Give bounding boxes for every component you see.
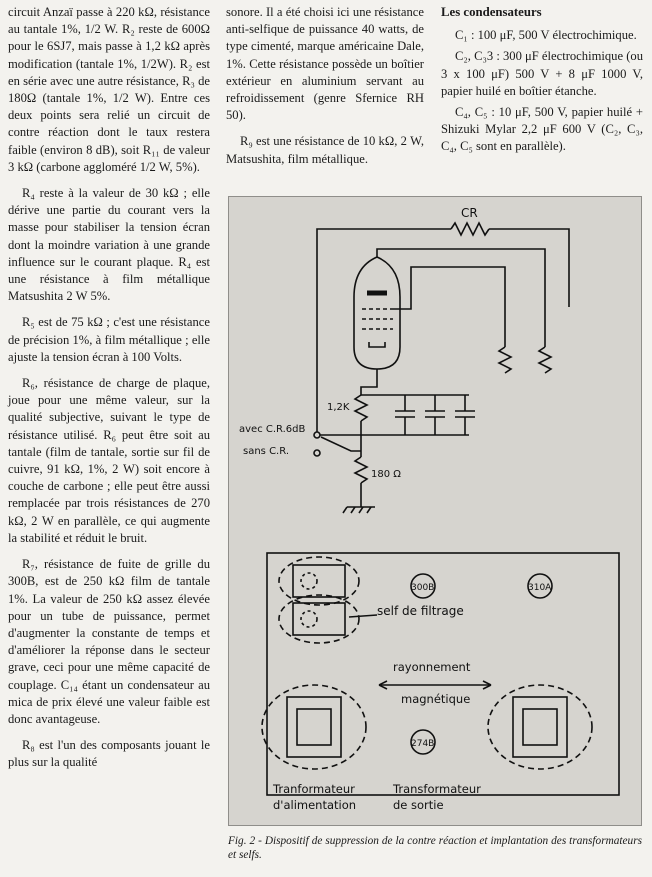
self-2-core bbox=[301, 611, 317, 627]
figure-caption: Fig. 2 - Dispositif de suppression de la contre réaction et implantation des transformateurs et selfs. bbox=[228, 835, 642, 861]
ground-hatch-3 bbox=[359, 507, 363, 513]
alim-label-1: Tranformateur bbox=[273, 782, 355, 796]
resistor-1-2k bbox=[355, 395, 367, 421]
cr-label: CR bbox=[461, 206, 478, 220]
r-lower-label: 180 Ω bbox=[371, 469, 401, 480]
paragraph-r1-r3: circuit Anzaï passe à 220 kΩ, résistance au tantale 1%, 1/2 W. R₂ reste de 600Ω pour le 6SJ7, mais passe à 1,2 kΩ après modification (tantale 1%, 1/2W). R₂ est en série avec une autre résistance, R₃ de 180Ω (tantale 1%, 1/2 W). Entre ces deux points sera relié un circuit de contre réaction dont le taux restera faible (environ 8 dB), soit R₁₁ de valeur 3 kΩ (carbone aggloméré 1/2 W, 5%). bbox=[8, 5, 210, 174]
avec-cr-label: avec C.R.6dB bbox=[239, 424, 306, 435]
text-column-3 bbox=[441, 4, 643, 160]
paragraph-c2-c3: C₂, C₃3 : 300 μF électrochimique (ou 3 x 100 μF) 500 V + 8 μF 1000 V, papier huilé en boîtier étanche. bbox=[441, 49, 643, 98]
power-transformer-core bbox=[297, 709, 331, 745]
self-label: self de filtrage bbox=[377, 604, 464, 618]
cathode-wire bbox=[361, 369, 377, 395]
r-upper-label: 1,2K bbox=[327, 402, 350, 413]
figure-2 bbox=[228, 196, 642, 826]
paragraph-r8: R₈ est l'un des composants jouant le plus sur la qualité bbox=[8, 738, 210, 770]
alim-label-2: d'alimentation bbox=[273, 798, 357, 812]
chassis-outline bbox=[267, 553, 619, 795]
sans-cr-label: sans C.R. bbox=[243, 446, 289, 457]
output-transformer-core bbox=[523, 709, 557, 745]
screen-wire bbox=[393, 267, 505, 347]
tube-310a-label: 310A bbox=[528, 583, 552, 593]
self-1-core bbox=[301, 573, 317, 589]
tube-cathode bbox=[369, 342, 385, 347]
figure-drawing bbox=[229, 197, 643, 827]
ground-hatch-4 bbox=[367, 507, 371, 513]
resistor-right-1 bbox=[499, 347, 511, 373]
paragraph-r7: R₇, résistance de fuite de grille du 300B, est de 250 kΩ film de tantale 1%. La valeur de 250 kΩ assez élevée pour un tube de puissance, permet d'augmenter la constante de temps et d'améliorer la réponse dans le secteur grave, ceci pour une même capacité de couplage. C₁₄ étant un condensateur au mica de prix élevé une valeur faible est donc avantageuse. bbox=[8, 557, 210, 726]
resistor-180 bbox=[355, 457, 367, 483]
tube-300b-label: 300B bbox=[411, 583, 435, 593]
tube-envelope bbox=[354, 257, 400, 369]
paragraph-r4: R₄ reste à la valeur de 30 kΩ ; elle dérive une partie du courant vers la masse pour stabiliser la tension écran dont la moindre variation à une grande influence sur le courant plaque. R₄ est une résistance à film métallique Matsushita 2 W 5%. bbox=[8, 186, 210, 304]
paragraph-c1: C₁ : 100 μF, 500 V électrochimique. bbox=[455, 28, 637, 43]
power-transformer bbox=[287, 697, 341, 757]
schematic bbox=[314, 223, 569, 513]
rayonnement-label-1: rayonnement bbox=[393, 660, 471, 674]
self-label-leader-1 bbox=[349, 615, 377, 617]
ground-hatch-1 bbox=[343, 507, 347, 513]
paragraph-r9: R₉ est une résistance de 10 kΩ, 2 W, Matsushita, film métallique. bbox=[226, 134, 424, 166]
sortie-label-1: Transformateur bbox=[393, 782, 481, 796]
output-transformer bbox=[513, 697, 567, 757]
paragraph-r5: R₅ est de 75 kΩ ; c'est une résistance de précision 1%, à film métallique ; elle ajuste la tension écran à 100 Volts. bbox=[8, 315, 210, 364]
switch-terminal-sans bbox=[314, 450, 320, 456]
text-column-2 bbox=[226, 4, 424, 177]
text-column-1 bbox=[8, 4, 210, 781]
switch-arm bbox=[321, 437, 361, 451]
chassis-layout bbox=[262, 553, 619, 795]
rayonnement-label-2: magnétique bbox=[401, 692, 471, 706]
switch-terminal-avec bbox=[314, 432, 320, 438]
ground-hatch-2 bbox=[351, 507, 355, 513]
cr-resistor bbox=[451, 223, 489, 235]
feedback-wire-right bbox=[489, 229, 569, 307]
tube-274b-label: 274B bbox=[411, 739, 435, 749]
paragraph-r8-cont: sonore. Il a été choisi ici une résistance anti-selfique de puissance 40 watts, de type cimenté, marque américaine Dale, 1%. Cette résistance possède un boîtier extérieur en aluminium servant au refroidissement (genre Sfernice RH 50). bbox=[226, 5, 424, 123]
paragraph-c4-c5: C₄, C₅ : 10 μF, 500 V, papier huilé + Shizuki Mylar 2,2 μF 600 V (C₂, C₃, C₄, C₅ sont en parallèle). bbox=[441, 105, 643, 154]
plate-wire-right bbox=[377, 249, 545, 347]
node-avec-wire bbox=[317, 421, 361, 435]
resistor-right-2 bbox=[539, 347, 551, 373]
paragraph-r6: R₆, résistance de charge de plaque, joue pour une même valeur, sur la qualité subjective, suivant le type de résistance utilisé. R₆ peut être soit au tantale (film de tantale, sortie sur fil de cuivre, 91 kΩ, 1%, 2 W) soit encore à couche de carbone ; elle peut être aussi remplacée par trois résistances de 270 kΩ, 2 W en parallèle, ce qui augmente la stabilité et réduit le bruit. bbox=[8, 376, 210, 545]
sortie-label-2: de sortie bbox=[393, 798, 444, 812]
section-heading-condensateurs: Les condensateurs bbox=[441, 5, 542, 19]
